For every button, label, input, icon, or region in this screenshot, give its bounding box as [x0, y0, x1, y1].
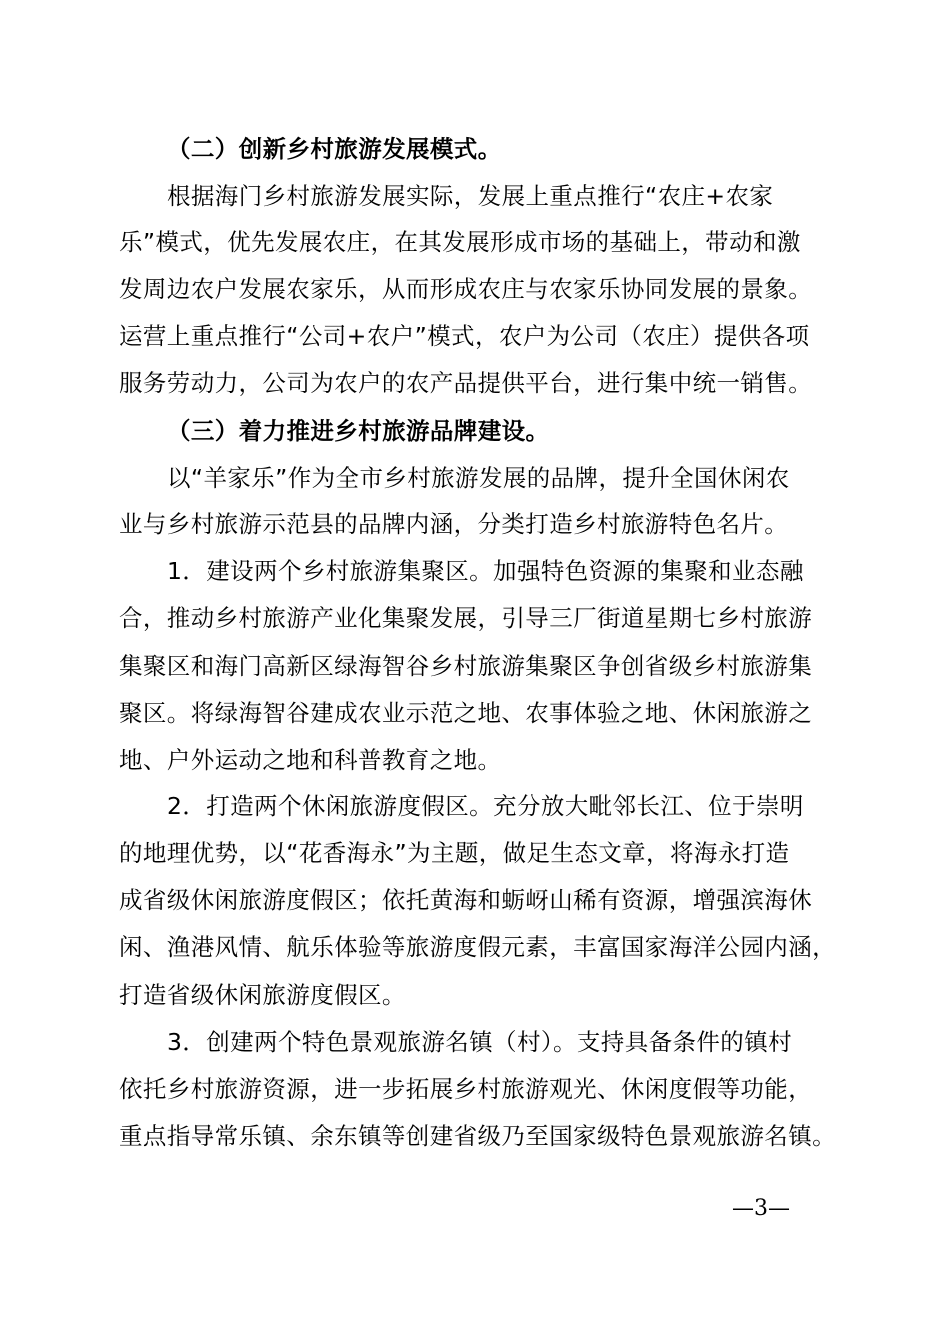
body-line: 的地理优势，以“花香海永”为主题，做足生态文章，将海永打造	[119, 839, 790, 867]
body-line: 3．创建两个特色景观旅游名镇（村）。支持具备条件的镇村	[167, 1028, 793, 1056]
body-line: 成省级休闲旅游度假区；依托黄海和蛎岈山稀有资源，增强滨海休	[119, 886, 813, 914]
body-line: 聚区。将绿海智谷建成农业示范之地、农事体验之地、休闲旅游之	[119, 699, 813, 727]
body-line: 依托乡村旅游资源，进一步拓展乡村旅游观光、休闲度假等功能，	[119, 1075, 813, 1103]
body-line: 运营上重点推行“公司+农户”模式，农户为公司（农庄）提供各项	[119, 322, 810, 350]
body-line: 地、户外运动之地和科普教育之地。	[119, 746, 502, 774]
body-line: 服务劳动力，公司为农户的农产品提供平台，进行集中统一销售。	[119, 369, 813, 397]
heading-3: （三）着力推进乡村旅游品牌建设。	[167, 417, 550, 445]
page-number: —3—	[732, 1196, 790, 1221]
body-line: 1．建设两个乡村旅游集聚区。加强特色资源的集聚和业态融	[167, 557, 804, 585]
body-line: 合，推动乡村旅游产业化集聚发展，引导三厂街道星期七乡村旅游	[119, 604, 813, 632]
body-line: 打造省级休闲旅游度假区。	[119, 981, 406, 1009]
body-line: 闲、渔港风情、航乐体验等旅游度假元素，丰富国家海洋公园内涵，	[119, 933, 836, 961]
body-line: 乐”模式，优先发展农庄，在其发展形成市场的基础上，带动和激	[119, 228, 801, 256]
body-line: 2．打造两个休闲旅游度假区。充分放大毗邻长江、位于崇明	[167, 792, 804, 820]
body-line: 发周边农户发展农家乐，从而形成农庄与农家乐协同发展的景象。	[119, 275, 813, 303]
body-line: 业与乡村旅游示范县的品牌内涵，分类打造乡村旅游特色名片。	[119, 510, 789, 538]
body-line: 以“羊家乐”作为全市乡村旅游发展的品牌，提升全国休闲农	[167, 464, 790, 492]
body-line: 重点指导常乐镇、余东镇等创建省级乃至国家级特色景观旅游名镇。	[119, 1122, 836, 1150]
heading-2: （二）创新乡村旅游发展模式。	[167, 135, 502, 163]
body-line: 集聚区和海门高新区绿海智谷乡村旅游集聚区争创省级乡村旅游集	[119, 652, 813, 680]
body-line: 根据海门乡村旅游发展实际，发展上重点推行“农庄+农家	[167, 182, 774, 210]
